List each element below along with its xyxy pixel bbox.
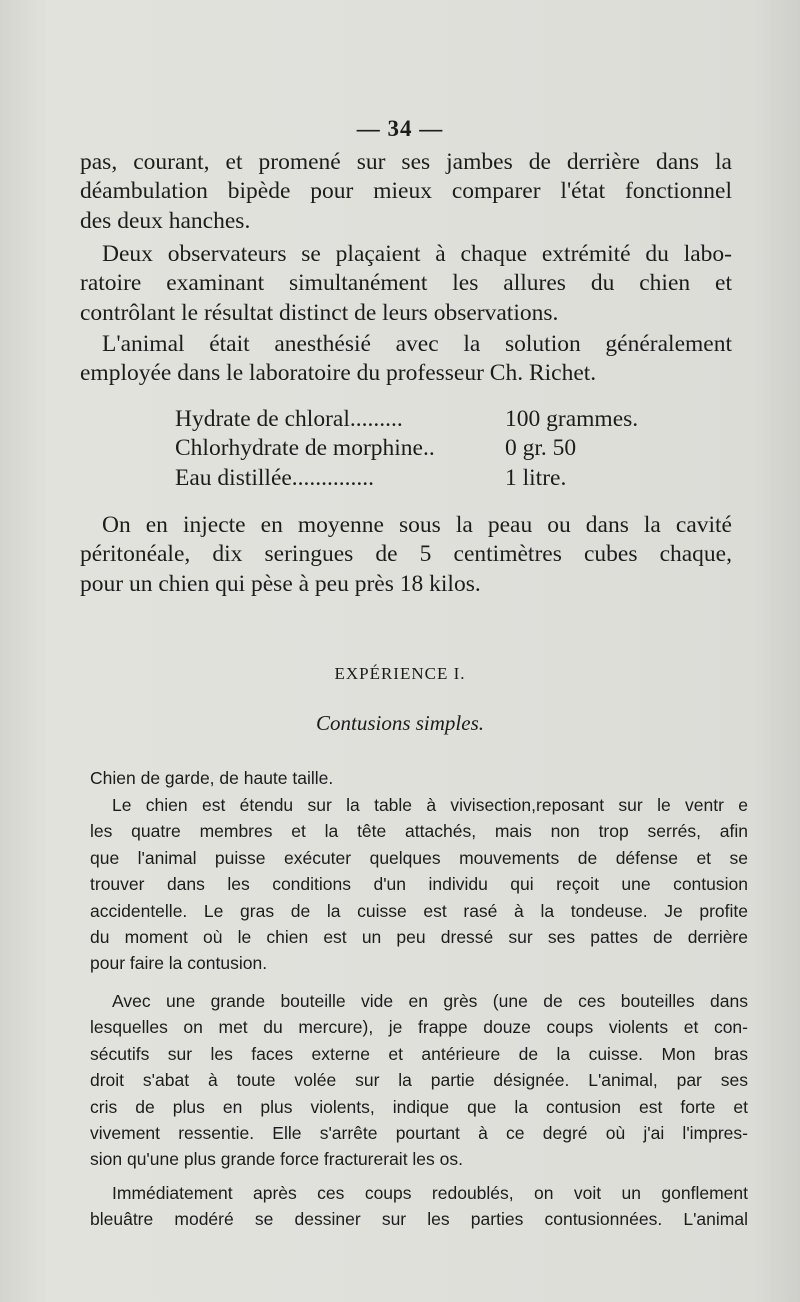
exp-paragraph-contusion <box>90 988 748 1173</box>
text-line: vivement ressentie. Elle s'arrête pourtant à ce degré où j'ai l'impres- <box>90 1123 748 1144</box>
formula-row <box>175 434 675 463</box>
text-line: contrôlant le résultat distinct de leurs observations. <box>80 299 559 326</box>
text-line: pour un chien qui pèse à peu près 18 kilos. <box>80 570 481 597</box>
paragraph-injection <box>80 511 732 599</box>
paragraph-anesthesia <box>80 330 732 389</box>
text-line: sion qu'une plus grande force fracturerait les os. <box>90 1149 463 1170</box>
text-line: Le chien est étendu sur la table à vivisection,reposant sur le ventr e <box>112 795 748 815</box>
exp-paragraph-swelling <box>90 1180 748 1233</box>
text-line: cris de plus en plus violents, indique que la contusion est forte et <box>90 1096 748 1117</box>
page-number: — 34 — <box>356 116 444 141</box>
anesthetic-formula <box>175 405 675 493</box>
text-line: pas, courant, et promené sur ses jambes de derrière dans la <box>80 149 732 175</box>
paragraph-observers <box>80 240 732 328</box>
text-line: Avec une grande bouteille vide en grès (une de ces bouteilles dans <box>112 991 748 1011</box>
formula-quantity: 0 gr. 50 <box>505 435 577 462</box>
formula-quantity: 1 litre. <box>505 464 567 491</box>
formula-ingredient: Eau distillée.............. <box>175 464 375 491</box>
exp-paragraph-dog <box>90 765 748 791</box>
formula-ingredient: Hydrate de chloral......... <box>175 406 403 432</box>
text-line: Immédiatement après ces coups redoublés, on voit un gonflement <box>112 1183 748 1203</box>
text-line: Chien de garde, de haute taille. <box>90 768 334 788</box>
text-line: des deux hanches. <box>80 207 251 234</box>
text-line: pour faire la contusion. <box>90 953 268 974</box>
text-line: lesquelles on met du mercure), je frappe douze coups violents et con- <box>90 1017 748 1038</box>
text-line: ratoire examinant simultanément les allures du chien et <box>80 270 732 297</box>
formula-ingredient: Chlorhydrate de morphine.. <box>175 435 435 462</box>
exp-paragraph-setup <box>90 792 748 977</box>
text-line: les quatre membres et la tête attachés, mais non trop serrés, afin <box>90 821 748 842</box>
text-line: trouver dans les conditions d'un individu qui reçoit une contusion <box>90 874 748 895</box>
formula-row <box>175 464 675 493</box>
text-line: que l'animal puisse exécuter quelques mouvements de défense et se <box>90 847 748 868</box>
text-line: bleuâtre modéré se dessiner sur les parties contusionnées. L'animal <box>90 1209 748 1230</box>
text-line: déambulation bipède pour mieux comparer l'état fonctionnel <box>80 178 732 205</box>
paragraph-gait-observation <box>80 148 732 236</box>
experience-subtitle: Contusions simples. <box>315 711 485 735</box>
text-line: Deux observateurs se plaçaient à chaque extrémité du labo- <box>102 241 732 267</box>
text-line: droit s'abat à toute volée sur la partie désignée. L'animal, par ses <box>90 1070 748 1091</box>
text-line: du moment où le chien est un peu dressé sur ses pattes de derrière <box>90 927 748 948</box>
formula-quantity: 100 grammes. <box>505 406 639 432</box>
text-line: accidentelle. Le gras de la cuisse est rasé à la tondeuse. Je profite <box>90 900 748 921</box>
text-line: L'animal était anesthésié avec la solution généralement <box>102 331 732 357</box>
text-line: péritonéale, dix seringues de 5 centimètres cubes chaque, <box>80 541 732 568</box>
text-line: sécutifs sur les faces externe et antérieure de la cuisse. Mon bras <box>90 1043 748 1064</box>
text-line: On en injecte en moyenne sous la peau ou dans la cavité <box>102 512 732 538</box>
experience-title: EXPÉRIENCE I. <box>334 664 466 683</box>
text-line: employée dans le laboratoire du professeur Ch. Richet. <box>80 360 597 387</box>
formula-row <box>175 405 675 434</box>
